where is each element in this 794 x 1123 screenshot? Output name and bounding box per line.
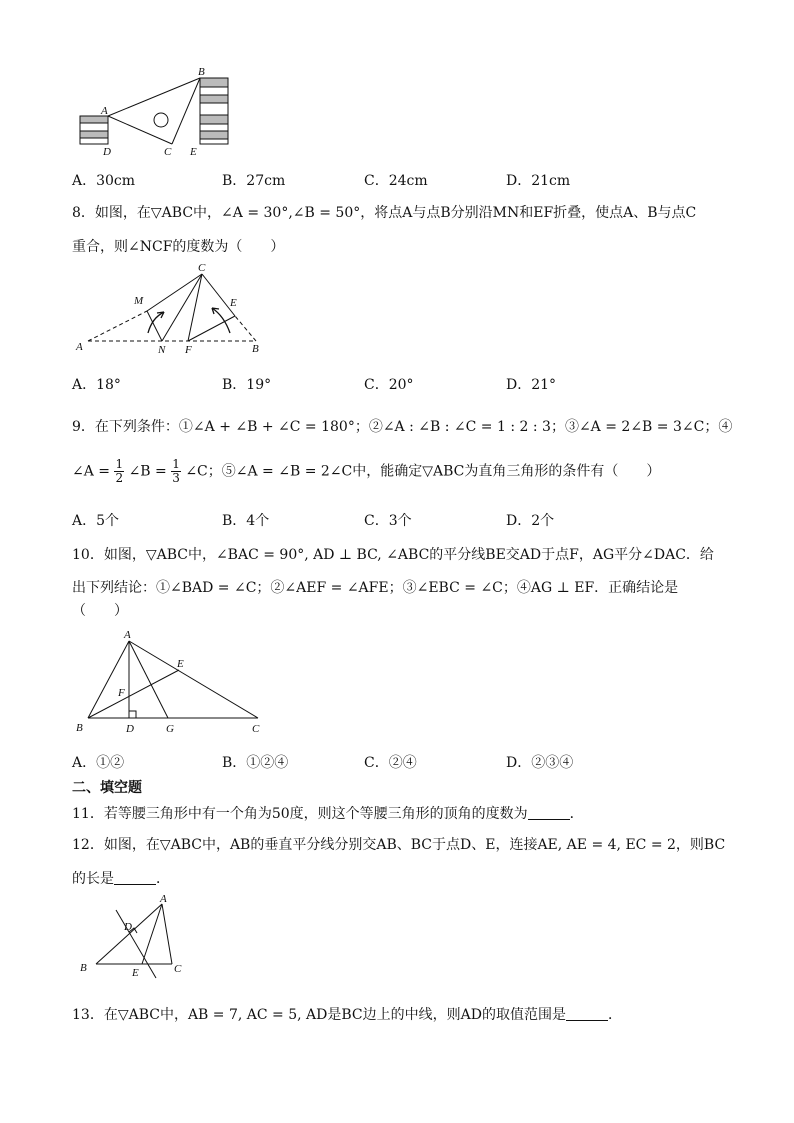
q12-stem-line1: 12．如图，在▽ABC中，AB的垂直平分线分别交AB、BC于点D、E，连接AE, AE = 4, EC = 2，则BC <box>72 837 726 853</box>
q10-label-a: A <box>124 629 131 641</box>
q10-label-e: E <box>177 658 184 670</box>
q8-label-n: N <box>158 344 166 356</box>
q10-figure <box>72 626 272 738</box>
q7-option-a[interactable]: A．30cm <box>72 173 136 189</box>
q9-stem-line1: 9．在下列条件：①∠A + ∠B + ∠C = 180°；②∠A : ∠B : ∠C = 1 : 2 : 3；③∠A = 2∠B = 3∠C；④ <box>72 419 733 435</box>
q8-option-c[interactable]: C．20° <box>364 377 414 393</box>
q8-label-c: C <box>198 262 206 274</box>
q7-option-c[interactable]: C．24cm <box>364 173 428 189</box>
q9-line2-c: ∠C；⑤∠A = ∠B = 2∠C中，能确定▽ABC为直角三角形的条件有（ ） <box>185 463 661 480</box>
q9-option-b[interactable]: B．4个 <box>222 513 270 529</box>
q12-label-e: E <box>132 967 139 979</box>
q7-label-e: E <box>190 146 197 158</box>
q10-label-f: F <box>118 687 125 699</box>
q7-label-a: A <box>101 105 108 117</box>
q10-stem-line1: 10．如图，▽ABC中，∠BAC = 90°, AD ⊥ BC, ∠ABC的平分线BE交AD于点F，AG平分∠DAC．给 <box>72 547 714 563</box>
q7-figure <box>76 64 236 160</box>
q13-stem: 13．在▽ABC中，AB = 7, AC = 5, AD是BC边上的中线，则AD的取值范围是 ． <box>72 1007 622 1023</box>
q9-fraction-2: $\frac{1}{3}$ <box>172 457 180 485</box>
section-heading-fill-in: 二、填空题 <box>72 780 142 796</box>
q10-option-d[interactable]: D．②③④ <box>506 755 574 771</box>
q10-label-b: B <box>76 722 83 734</box>
q7-option-d[interactable]: D．21cm <box>506 173 571 189</box>
q8-label-e: E <box>230 297 237 309</box>
q8-label-f: F <box>185 344 192 356</box>
q12-stem-line2: 的长是 ． <box>72 871 170 887</box>
q11-answer-blank[interactable] <box>528 805 570 820</box>
q10-option-c[interactable]: C．②④ <box>364 755 417 771</box>
q8-option-d[interactable]: D．21° <box>506 377 557 393</box>
q8-stem-line2: 重合，则∠NCF的度数为（ ） <box>72 239 285 255</box>
q10-label-c: C <box>252 723 260 735</box>
q9-line2-b: ∠B = <box>128 463 167 480</box>
q10-stem-line2: 出下列结论：①∠BAD = ∠C；②∠AEF = ∠AFE；③∠EBC = ∠C；④AG ⊥ EF．正确结论是 <box>72 580 679 596</box>
q7-option-b[interactable]: B．27cm <box>222 173 286 189</box>
q11-stem: 11．若等腰三角形中有一个角为50度，则这个等腰三角形的顶角的度数为 ． <box>72 806 584 822</box>
q11-text: 11．若等腰三角形中有一个角为50度，则这个等腰三角形的顶角的度数为 <box>72 806 528 822</box>
q8-label-b: B <box>252 343 259 355</box>
q8-figure <box>72 260 272 356</box>
q9-stem-line2 <box>72 458 660 485</box>
q12-label-b: B <box>80 962 87 974</box>
q13-text: 13．在▽ABC中，AB = 7, AC = 5, AD是BC边上的中线，则AD的取值范围是 <box>72 1007 566 1023</box>
q9-fraction-1: $\frac{1}{2}$ <box>115 457 124 485</box>
q7-label-d: D <box>103 146 111 158</box>
q12-label-a: A <box>160 894 167 905</box>
q8-stem-line1: 8．如图，在▽ABC中，∠A = 30°,∠B = 50°，将点A与点B分别沿MN和EF折叠，使点A、B与点C <box>72 205 697 221</box>
q12-label-d: D <box>124 921 132 933</box>
q7-label-b: B <box>198 66 205 78</box>
q10-option-a[interactable]: A．①② <box>72 755 125 771</box>
q9-option-a[interactable]: A．5个 <box>72 513 120 529</box>
q8-label-m: M <box>134 295 144 307</box>
q12-figure <box>72 894 202 984</box>
q10-label-d: D <box>126 723 134 735</box>
q12-answer-blank[interactable] <box>114 870 156 885</box>
q8-option-b[interactable]: B．19° <box>222 377 272 393</box>
q9-option-c[interactable]: C．3个 <box>364 513 412 529</box>
q8-option-a[interactable]: A．18° <box>72 377 121 393</box>
q8-label-a: A <box>76 341 83 353</box>
q12-label-c: C <box>174 963 182 975</box>
q7-label-c: C <box>164 146 172 158</box>
q10-label-g: G <box>166 723 174 735</box>
q10-option-b[interactable]: B．①②④ <box>222 755 289 771</box>
q13-answer-blank[interactable] <box>566 1006 608 1021</box>
q12-text: 的长是 <box>72 871 114 887</box>
q10-stem-line3: （ ） <box>72 603 128 619</box>
q9-option-d[interactable]: D．2个 <box>506 513 555 529</box>
q9-line2-a: ∠A = <box>72 463 111 480</box>
